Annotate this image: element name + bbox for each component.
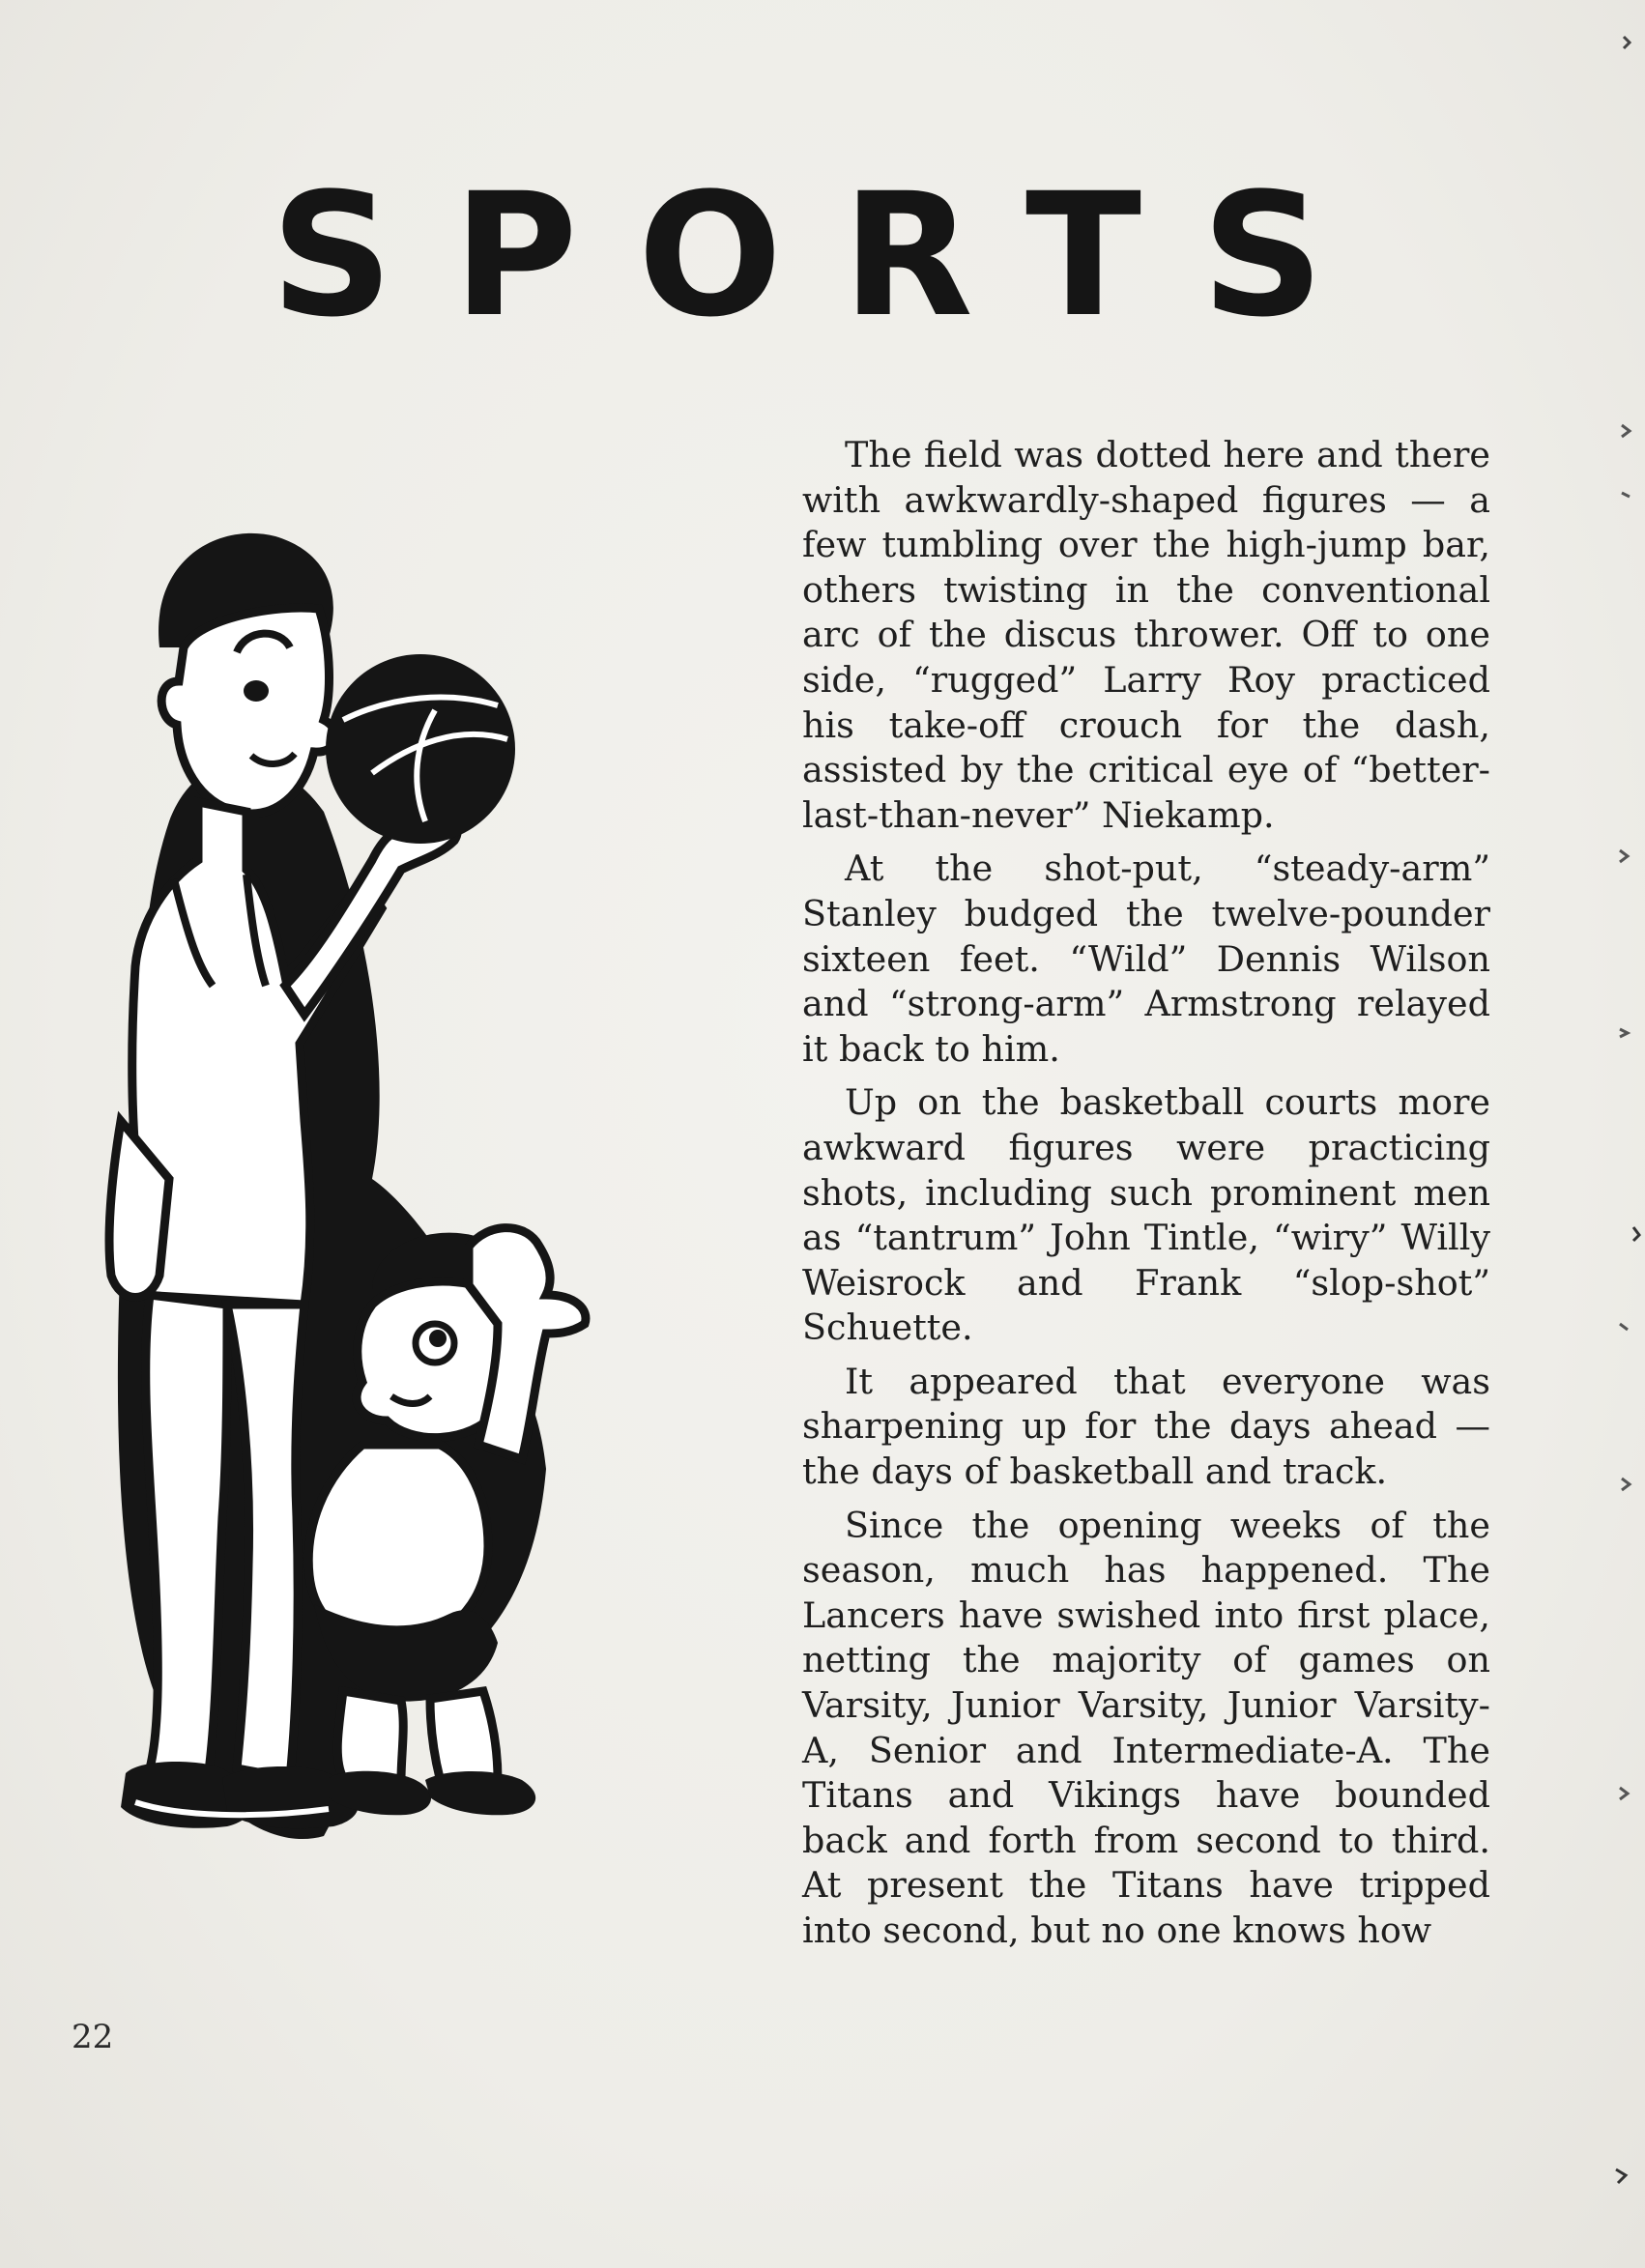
- tall-player-leg: [146, 1295, 227, 1778]
- article-paragraph: At the shot-put, “steady-arm” Stanley budged the twelve-pounder sixteen feet. “Wild” Dennis Wilson and “strong-arm” Armstrong relayed it back to him.: [802, 847, 1490, 1070]
- article-paragraph: Since the opening weeks of the season, much has happened. The Lancers have swished into first place, netting the majority of games on Varsity, Junior Varsity, Junior Varsity-A, Senior and Intermediate-A. The Titans and Vikings have bounded back and forth from second to third. At present the Titans have tripped into second, but no one knows how: [802, 1504, 1490, 1951]
- article-paragraph: The field was dotted here and there with awkwardly-shaped figures — a few tumbling over the high-jump bar, others twisting in the conventional arc of the discus thrower. Off to one side, “rugged” Larry Roy practiced his take-off crouch for the dash, assisted by the critical eye of “better-last-than-never” Niekamp.: [802, 434, 1490, 836]
- basketball-players-illustration-icon: [82, 502, 739, 1913]
- article-paragraph: Up on the basketball courts more awkward figures were practicing shots, including such prominent men as “tantrum” John Tintle, “wiry” Willy Weisrock and Frank “slop-shot” Schuette.: [802, 1081, 1490, 1349]
- article-body: [802, 433, 1490, 1963]
- short-player-leg: [337, 1691, 403, 1780]
- binding-holes-decoration: [1606, 0, 1645, 2268]
- page-title: SPORTS: [271, 157, 1384, 355]
- article-paragraph: It appeared that everyone was sharpening up for the days ahead — the days of basketball and track.: [802, 1360, 1490, 1493]
- short-player-pupil: [429, 1330, 447, 1347]
- short-player-leg: [430, 1691, 498, 1780]
- tall-player-eye: [244, 680, 269, 702]
- short-player-shoe: [425, 1771, 535, 1815]
- page-number: 22: [72, 2018, 114, 2056]
